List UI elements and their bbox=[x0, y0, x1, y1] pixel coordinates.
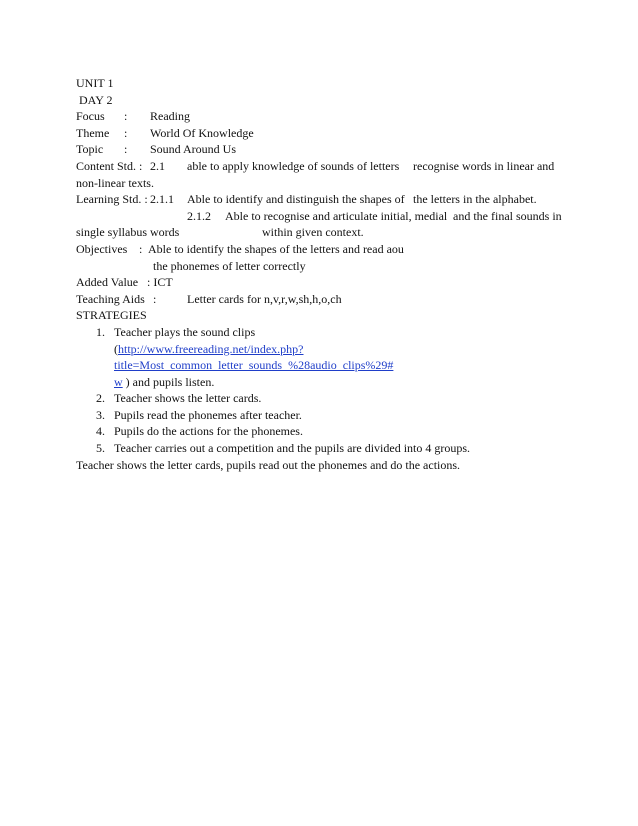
teaching-aids-label: Teaching Aids bbox=[76, 291, 145, 306]
added-value-row bbox=[76, 274, 561, 291]
learning-std-text-2d: within given context. bbox=[262, 225, 364, 240]
step-text: Teacher plays the sound clips bbox=[114, 324, 256, 339]
step-number: 1. bbox=[96, 324, 105, 339]
unit-title: UNIT 1 bbox=[76, 76, 114, 90]
content-std-text-c: non-linear texts. bbox=[76, 175, 154, 190]
learning-std-code-2: 2.1.2 bbox=[187, 208, 211, 223]
topic-label: Topic bbox=[76, 142, 104, 157]
theme-row bbox=[76, 125, 561, 142]
focus-row bbox=[76, 108, 561, 125]
objectives-line-2: the phonemes of letter correctly bbox=[153, 258, 306, 273]
learning-std-code-1: 2.1.1 bbox=[150, 192, 174, 207]
objectives-row bbox=[76, 241, 561, 258]
objectives-sep: : bbox=[139, 241, 143, 256]
theme-value: World Of Knowledge bbox=[150, 125, 254, 140]
unit-line bbox=[76, 75, 561, 92]
theme-sep: : bbox=[124, 125, 128, 140]
sound-clips-link-continued[interactable]: w bbox=[114, 374, 123, 389]
learning-std-text-1b: the letters in the alphabet. bbox=[413, 192, 537, 207]
focus-value: Reading bbox=[150, 109, 190, 124]
day-title: DAY 2 bbox=[79, 92, 113, 107]
list-item bbox=[76, 423, 561, 440]
learning-std-label: Learning Std. : bbox=[76, 192, 148, 207]
link-open-paren: ( bbox=[114, 341, 118, 356]
sound-clips-link[interactable]: http://www.freereading.net/index.php?title=Most_common_letter_sounds_%28audio_clips%29# bbox=[114, 341, 394, 373]
day-line bbox=[76, 92, 561, 109]
list-item bbox=[76, 390, 561, 407]
objectives-label: Objectives bbox=[76, 241, 128, 256]
added-value-value: : ICT bbox=[147, 275, 173, 290]
learning-std-text-2c: single syllabus words bbox=[76, 225, 180, 240]
objectives-row-2 bbox=[76, 258, 561, 275]
learning-std-text-1a: Able to identify and distinguish the shapes of bbox=[187, 192, 405, 207]
topic-row bbox=[76, 141, 561, 158]
teaching-aids-value: Letter cards for n,v,r,w,sh,h,o,ch bbox=[187, 291, 342, 306]
objectives-line-1: Able to identify the shapes of the letters and read aou bbox=[148, 241, 404, 256]
step-text: Pupils do the actions for the phonemes. bbox=[114, 424, 303, 439]
step-text: Pupils read the phonemes after teacher. bbox=[114, 407, 302, 422]
content-std-code: 2.1 bbox=[150, 158, 165, 173]
content-std-row bbox=[76, 158, 561, 175]
strategies-list bbox=[76, 324, 561, 457]
lesson-plan bbox=[76, 75, 561, 473]
topic-sep: : bbox=[124, 142, 128, 157]
learning-std-text-2a: Able to recognise and articulate initial, medial bbox=[225, 208, 448, 223]
step-number: 5. bbox=[96, 441, 105, 456]
strategies-heading-line bbox=[76, 307, 561, 324]
step-text-tail: ) and pupils listen. bbox=[122, 374, 215, 389]
focus-sep: : bbox=[124, 109, 128, 124]
teaching-aids-sep: : bbox=[153, 291, 157, 306]
learning-std-row-3 bbox=[76, 224, 561, 241]
content-std-label: Content Std. : bbox=[76, 158, 143, 173]
added-value-label: Added Value bbox=[76, 275, 139, 290]
step-text: Teacher carries out a competition and the pupils are divided into 4 groups. bbox=[114, 441, 471, 456]
step-number: 4. bbox=[96, 424, 105, 439]
learning-std-row-2 bbox=[76, 208, 561, 225]
topic-value: Sound Around Us bbox=[150, 142, 237, 157]
strategies-heading: STRATEGIES bbox=[76, 308, 147, 323]
list-item bbox=[76, 324, 561, 390]
focus-label: Focus bbox=[76, 109, 105, 124]
step-text: Teacher shows the letter cards. bbox=[114, 391, 262, 406]
learning-std-row bbox=[76, 191, 561, 208]
theme-label: Theme bbox=[76, 125, 110, 140]
closing-line bbox=[76, 457, 561, 474]
content-std-text-b: recognise words in linear and bbox=[413, 158, 555, 173]
list-item bbox=[76, 407, 561, 424]
learning-std-text-2b: and the final sounds in bbox=[453, 208, 562, 223]
content-std-row-2 bbox=[76, 175, 561, 192]
step-number: 2. bbox=[96, 391, 105, 406]
list-item bbox=[76, 440, 561, 457]
content-std-text-a: able to apply knowledge of sounds of letters bbox=[187, 158, 400, 173]
closing-text: Teacher shows the letter cards, pupils read out the phonemes and do the actions. bbox=[76, 457, 461, 472]
step-number: 3. bbox=[96, 407, 105, 422]
teaching-aids-row bbox=[76, 291, 561, 308]
